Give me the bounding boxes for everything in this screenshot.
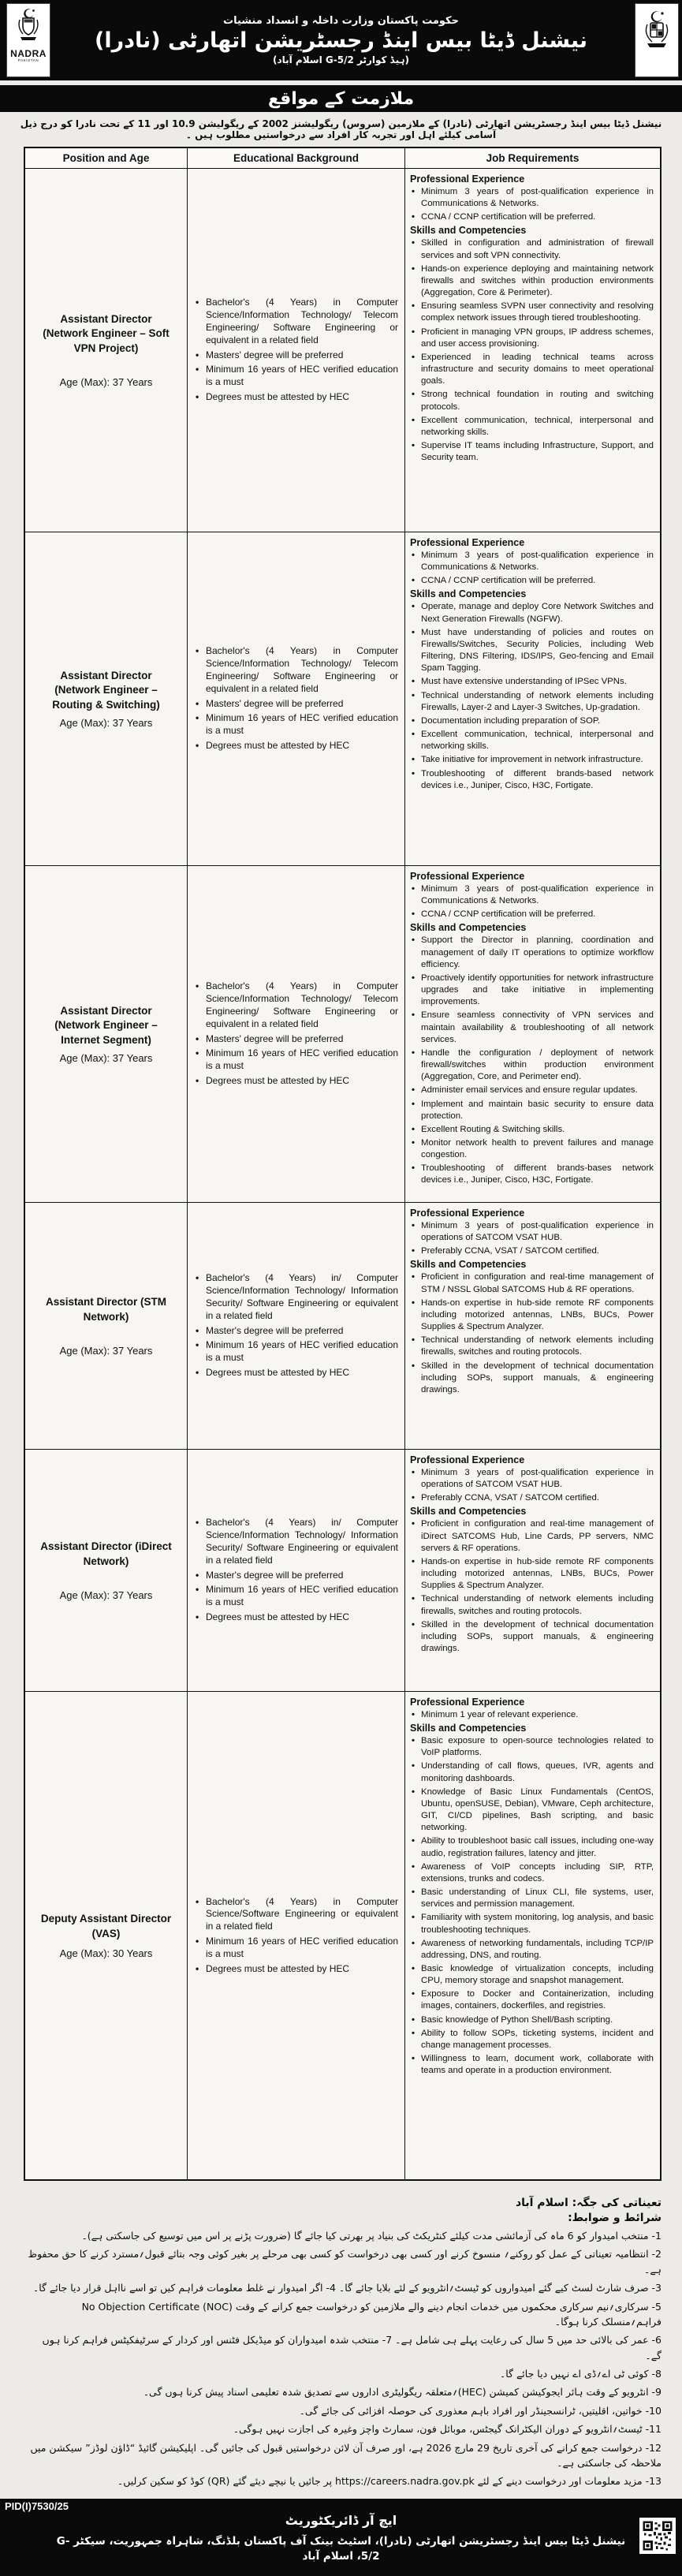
pakistan-emblem-icon (641, 7, 673, 79)
list-item: • Proficient in configuration and real-time management of iDirect SATCOMS Hub, Line Cards, PP servers, NMC servers & RF operations. (410, 1518, 654, 1554)
list-item: 12- درخواست جمع کرانے کی آخری تاریخ 29 مارچ 2026 ہے، اور صرف آن لائن درخواستیں قبول کی جائیں گی۔ اپلیکیشن گائیڈ “ڈاؤن لوڈز” سیکشن میں ملاحظہ کی جاسکتی ہے۔ (30, 2441, 662, 2469)
column-header-requirements: Job Requirements (404, 148, 660, 168)
list-item: • Degrees must be attested by HEC (194, 740, 398, 752)
skills-list (410, 237, 654, 464)
position-age: Age (Max): 37 Years (59, 716, 153, 729)
list-item: • Basic knowledge of virtualization concepts, including CPU, memory storage and snapshot management. (410, 1963, 654, 1987)
list-item: • Minimum 3 years of post-qualification experience in Communications & Networks. (410, 186, 654, 210)
list-item: • Masters' degree will be preferred (194, 349, 398, 362)
table-header-row (25, 148, 660, 168)
table-row (25, 168, 660, 532)
skills-heading: Skills and Competencies (410, 922, 527, 934)
list-item: • Skilled in configuration and administration of firewall services and soft VPN connectivity. (410, 237, 654, 261)
list-item: • Skilled in the development of technical documentation including SOPs, support manuals, & engineering drawings. (410, 1361, 654, 1396)
professional-experience-heading: Professional Experience (410, 1454, 525, 1465)
skills-heading: Skills and Competencies (410, 1506, 527, 1518)
list-item: • Bachelor's (4 Years) in Computer Science/Information Technology/ Telecom Engineering/ Software Engineering or equivalent in a related field (194, 645, 398, 695)
list-item: • Hands-on experience deploying and maintaining network firewalls and switches within production environments (Aggregation, Core & Perimeter). (410, 263, 654, 299)
list-item: • Implement and maintain basic security to ensure data protection. (410, 1099, 654, 1122)
list-item: • Minimum 3 years of post-qualification experience in Communications & Networks. (410, 550, 654, 573)
list-item: • Bachelor's (4 Years) in/ Computer Science/Information Technology/ Information Security/ Software Engineering or equivalent in a related field (194, 1517, 398, 1566)
organization-title: نیشنل ڈیٹا بیس اینڈ رجسٹریشن اتھارٹی (نادرا) (95, 28, 587, 53)
list-item: • Bachelor's (4 Years) in Computer Science/Software Engineering or equivalent in a related field (194, 1896, 398, 1933)
list-item: • CCNA / CCNP certification will be preferred. (410, 575, 654, 587)
education-list (194, 978, 398, 1090)
list-item: • Minimum 3 years of post-qualification experience in operations of SATCOM VSAT HUB. (410, 1220, 654, 1244)
nadra-logo-text: NADRA (10, 48, 47, 59)
skills-list (410, 1735, 654, 2077)
professional-experience-list (410, 1220, 654, 1257)
list-item: • Bachelor's (4 Years) in/ Computer Science/Information Technology/ Information Security/ Software Engineering or equivalent in a related field (194, 1272, 398, 1322)
list-item: • Proficient in managing VPN groups, IP address schemes, and user access provisioning. (410, 327, 654, 350)
posting-location: تعیناتی کی جگہ: اسلام آباد (515, 2197, 662, 2209)
column-header-position: Position and Age (25, 148, 187, 168)
list-item: • Basic exposure to open-source technologies related to VoIP platforms. (410, 1735, 654, 1759)
list-item: • Willingness to learn, document work, collaborate with teams and operate in a production environment. (410, 2053, 654, 2077)
list-item: • Technical understanding of network elements including Firewalls, Layer-2 and Layer-3 Switches, Up-gradation. (410, 690, 654, 714)
list-item: • Basic understanding of Linux CLI, file systems, user, services and permission management. (410, 1887, 654, 1910)
professional-experience-heading: Professional Experience (410, 537, 525, 548)
list-item: • CCNA / CCNP certification will be preferred. (410, 909, 654, 920)
list-item: • Master's degree will be preferred (194, 1325, 398, 1338)
list-item: • Minimum 3 years of post-qualification experience in Communications & Networks. (410, 883, 654, 907)
professional-experience-heading: Professional Experience (410, 1208, 525, 1219)
list-item: • Experienced in leading technical teams across infrastructure and security domains to meet operational goals. (410, 352, 654, 387)
table-row (25, 1691, 660, 2179)
professional-experience-list (410, 186, 654, 223)
list-item: • Excellent Routing & Switching skills. (410, 1124, 654, 1136)
list-item: 5- سرکاری؍نیم سرکاری محکموں میں خدمات انجام دینے والے ملازمین کو درخواست جمع کرانے کے وقت No Objection Certificate (NOC) فراہم؍منسلک کرنا ہوگا۔ (81, 2300, 662, 2328)
nadra-logo (6, 3, 50, 77)
professional-experience-heading: Professional Experience (410, 1697, 525, 1708)
education-list (194, 294, 398, 406)
professional-experience-list (410, 550, 654, 587)
list-item: • Preferably CCNA, VSAT / SATCOM certified. (410, 1245, 654, 1257)
education-list (194, 643, 398, 755)
list-item: • Minimum 3 years of post-qualification experience in operations of SATCOM VSAT HUB. (410, 1467, 654, 1491)
position-title: Assistant Director (Network Engineer – Internet Segment) (54, 1005, 158, 1046)
qr-code (639, 2518, 676, 2554)
list-item: • Degrees must be attested by HEC (194, 1075, 398, 1088)
list-item: • Ability to troubleshoot basic call issues, including one-way audio, registration failures, latency and jitter. (410, 1835, 654, 1859)
list-item: 1- منتخب امیدوار کو 6 ماہ کی آزمائشی مدت کیلئے کنٹریکٹ کی بنیاد پر بھرتی کیا جائے گا (ضرورت پڑنے پر اس میں توسیع کی جاسکتی ہے)۔ (81, 2230, 662, 2242)
list-item: • Degrees must be attested by HEC (194, 1963, 398, 1976)
list-item: • Troubleshooting of different brands-based network devices i.e., Juniper, Cisco, H3C, Fortigate. (410, 768, 654, 792)
list-item: 10- خواتین، اقلیتیں، ٹرانسجینڈر اور افراد باہم معذوری کی حوصلہ افزائی کی جائے گی۔ (299, 2404, 662, 2417)
intro-line: نیشنل ڈیٹا بیس اینڈ رجسٹریشن اتھارٹی (نادرا) کے ملازمین (سروس) ریگولیشنز 2002 کے ریگولیشن 10.9 اور 11 کے تحت نادرا کو درج ذیل آسامی کیلئے اہل اور تجربہ کار افراد سے درخواستیں مطلوب ہیں ۔ (20, 118, 662, 140)
list-item: • Master's degree will be preferred (194, 1570, 398, 1582)
list-item: • Proactively identify opportunities for network infrastructure upgrades and take initiative in implementing improvements. (410, 973, 654, 1008)
position-age: Age (Max): 37 Years (59, 1051, 153, 1064)
list-item: • Familiarity with system monitoring, log analysis, and basic troubleshooting techniques. (410, 1912, 654, 1936)
professional-experience-list (410, 1467, 654, 1504)
pid-number: PID(I)7530/25 (5, 2499, 69, 2512)
list-item: • Operate, manage and deploy Core Network Switches and Next Generation Firewalls (NGFW). (410, 601, 654, 625)
list-item: • Strong technical foundation in routing and switching protocols. (410, 389, 654, 413)
list-item: • Administer email services and ensure regular updates. (410, 1085, 654, 1096)
terms-section (0, 2189, 682, 2499)
position-title: Assistant Director (Network Engineer – Routing & Switching) (52, 670, 160, 711)
list-item: • Excellent communication, technical, interpersonal and networking skills. (410, 415, 654, 439)
list-item: • Bachelor's (4 Years) in Computer Science/Information Technology/ Telecom Engineering/ Software Engineering or equivalent in a related field (194, 297, 398, 346)
list-item: 2- انتظامیہ تعیناتی کے عمل کو روکنے؍ منسوخ کرنے اور کسی بھی درخواست کو کسی بھی مرحلے پر بغیر کوئی وجہ بتائے قبول؍مسترد کرنے کا حق محفوظ ہے۔ (28, 2248, 662, 2275)
list-item: • Must have extensive understanding of IPSec VPNs. (410, 676, 654, 688)
list-item: 3- صرف شارٹ لسٹ کیے گئے امیدواروں کو ٹیسٹ؍انٹرویو کے لئے بلایا جائے گا۔ 4- اگر امیدوار نے غلط معلومات فراہم کیں تو اسے نااہل قرار دیا جائے گا۔ (32, 2282, 662, 2294)
position-age: Age (Max): 37 Years (59, 1344, 153, 1357)
list-item: • Degrees must be attested by HEC (194, 391, 398, 404)
table-row (25, 1449, 660, 1691)
skills-heading: Skills and Competencies (410, 588, 527, 600)
list-item: • Awareness of networking fundamentals, including TCP/IP addressing, DNS, and routing. (410, 1938, 654, 1962)
list-item: • Supervise IT teams including Infrastructure, Support, and Security team. (410, 440, 654, 464)
list-item: • Minimum 16 years of HEC verified education is a must (194, 364, 398, 389)
list-item: • CCNA / CCNP certification will be preferred. (410, 211, 654, 223)
list-item: • Proficient in configuration and real-time management of STM / NSSL Global SATCOMS Hub & RF operations. (410, 1271, 654, 1295)
headquarters-line: (ہیڈ کوارٹر G-5/2 اسلام آباد) (272, 54, 410, 66)
footer (0, 2499, 682, 2576)
list-item: • Technical understanding of network elements including firewalls, switches and routing protocols. (410, 1335, 654, 1358)
list-item: • Basic knowledge of Python Shell/Bash scripting. (410, 2014, 654, 2026)
footer-address: نیشنل ڈیٹا بیس اینڈ رجسٹریشن اتھارٹی (نادرا)، اسٹیٹ بینک آف پاکستان بلڈنگ، شاہراہ جمہوریت، سیکٹر G-5/2، اسلام آباد (56, 2534, 626, 2563)
list-item: • Hands-on expertise in hub-side remote RF components including motorized antennas, LNBs, BUCs, Power Supplies & Spectrum Analyzer. (410, 1297, 654, 1333)
list-item: • Documentation including preparation of SOP. (410, 715, 654, 727)
list-item: • Preferably CCNA, VSAT / SATCOM certified. (410, 1492, 654, 1504)
list-item: 13- مزید معلومات اور درخواست دینے کے لئے https://careers.nadra.gov.pk پر جائیں یا نیچے دیئے گئے (QR) کوڈ کو سکین کرلیں۔ (117, 2475, 662, 2488)
skills-list (410, 1271, 654, 1396)
list-item: • Degrees must be attested by HEC (194, 1367, 398, 1379)
position-age: Age (Max): 30 Years (59, 1947, 153, 1959)
list-item: • Bachelor's (4 Years) in Computer Science/Information Technology/ Telecom Engineering/ Software Engineering or equivalent in a related field (194, 980, 398, 1030)
header-titles (55, 0, 627, 80)
position-title: Assistant Director (Network Engineer – Soft VPN Project) (43, 313, 170, 354)
position-age: Age (Max): 37 Years (59, 375, 153, 388)
skills-list (410, 1518, 654, 1655)
list-item: • Knowledge of Basic Linux Fundamentals (CentOS, Ubuntu, openSUSE, Debian), VMware, Ceph architecture, GIT, CI/CD pipelines, Bash scripting, and basic networking. (410, 1786, 654, 1835)
list-item: • Must have understanding of policies and routes on Firewalls/Switches, Security Policies, including Web Filtering, DNS Filtering, IDS/IPS, Geo-fencing and Email Spam Tagging. (410, 627, 654, 675)
list-item: • Handle the configuration / deployment of network firewall/switches within production environment (Aggregation, Core, and Perimeter end). (410, 1047, 654, 1083)
list-item: • Monitor network health to prevent failures and manage congestion. (410, 1137, 654, 1161)
pakistan-emblem (635, 3, 679, 77)
professional-experience-list (410, 1709, 654, 1721)
banner-title: ملازمت کے مواقع (267, 88, 415, 109)
skills-heading: Skills and Competencies (410, 225, 527, 237)
list-item: • Minimum 16 years of HEC verified education is a must (194, 1584, 398, 1609)
hr-directorate-line: ایچ آر ڈائریکٹوریٹ (285, 2512, 397, 2528)
position-age: Age (Max): 37 Years (59, 1589, 153, 1601)
position-title: Deputy Assistant Director (VAS) (40, 1913, 172, 1939)
list-item: • Troubleshooting of different brands-bases network devices i.e., Juniper, Cisco, H3C, Fortigate. (410, 1163, 654, 1186)
table-row (25, 532, 660, 865)
list-item: • Hands-on expertise in hub-side remote RF components including motorized antennas, LNBs, BUCs, Power Supplies & Spectrum Analyzer. (410, 1556, 654, 1592)
list-item: • Masters' degree will be preferred (194, 1033, 398, 1046)
position-title: Assistant Director (STM Network) (45, 1296, 167, 1323)
table-row (25, 1202, 660, 1449)
education-list (194, 1894, 398, 1978)
skills-heading: Skills and Competencies (410, 1259, 527, 1271)
positions-table (24, 147, 662, 2181)
list-item: • Minimum 16 years of HEC verified education is a must (194, 712, 398, 737)
table-row (25, 865, 660, 1202)
column-header-education: Educational Background (187, 148, 404, 168)
skills-heading: Skills and Competencies (410, 1723, 527, 1734)
list-item: • Degrees must be attested by HEC (194, 1611, 398, 1624)
list-item: • Masters' degree will be preferred (194, 698, 398, 711)
job-opportunities-banner (0, 85, 682, 112)
list-item: 9- انٹرویو کے وقت ہائر ایجوکیشن کمیشن (HEC)؍متعلقہ ریگولیٹری اداروں سے تصدیق شدہ تعلیمی اسناد پیش کرنا ہوں گی۔ (143, 2386, 662, 2399)
nadra-emblem-icon (15, 7, 42, 47)
list-item: • Technical understanding of network elements including firewalls, switches and routing protocols. (410, 1593, 654, 1617)
skills-list (410, 935, 654, 1186)
list-item: 11- ٹیسٹ؍انٹرویو کے دوران الیکٹرانک گیجٹس، موبائل فون، سمارٹ واچز وغیرہ کی اجازت نہیں ہوگی۔ (233, 2423, 662, 2436)
list-item: • Exposure to Docker and Containerization, including images, containers, dockerfiles, and registries. (410, 1988, 654, 2012)
government-line: حکومت پاکستان وزارت داخلہ و انسداد منشیات (223, 14, 459, 27)
list-item: • Ability to follow SOPs, ticketing systems, incident and change management processes. (410, 2028, 654, 2051)
list-item: • Skilled in the development of technical documentation including SOPs, support manuals, & engineering drawings. (410, 1619, 654, 1655)
list-item: • Minimum 16 years of HEC verified education is a must (194, 1936, 398, 1961)
professional-experience-list (410, 883, 654, 920)
list-item: • Awareness of VoIP concepts including SIP, RTP, extensions, trunks and codecs. (410, 1861, 654, 1885)
education-list (194, 1514, 398, 1626)
nadra-logo-subtext: PAKISTAN (17, 58, 39, 62)
professional-experience-heading: Professional Experience (410, 174, 525, 185)
terms-heading: شرائط و ضوابط: (568, 2212, 662, 2224)
list-item: 8- کوئی ٹی اے؍ڈی اے نہیں دیا جائے گا۔ (499, 2368, 662, 2380)
list-item: • Minimum 16 years of HEC verified education is a must (194, 1047, 398, 1073)
skills-list (410, 601, 654, 791)
education-list (194, 1270, 398, 1382)
list-item: • Minimum 16 years of HEC verified education is a must (194, 1339, 398, 1365)
list-item: • Understanding of call flows, queues, IVR, agents and monitoring dashboards. (410, 1760, 654, 1784)
list-item: • Excellent communication, technical, interpersonal and networking skills. (410, 729, 654, 752)
list-item: • Minimum 1 year of relevant experience. (410, 1709, 654, 1721)
list-item: • Ensuring seamless SVPN user connectivity and resolving complex network issues through tiered troubleshooting. (410, 301, 654, 324)
list-item: • Take initiative for improvement in network infrastructure. (410, 754, 654, 766)
list-item: • Ensure seamless connectivity of VPN services and maintain availability & troubleshooting of all network services. (410, 1010, 654, 1045)
position-title: Assistant Director (iDirect Network) (40, 1540, 172, 1567)
list-item: • Support the Director in planning, coordination and management of daily IT operations to optimize workflow efficiency. (410, 935, 654, 970)
terms-list (24, 2228, 662, 2489)
header (0, 0, 682, 80)
list-item: 6- عمر کی بالائی حد میں 5 سال کی رعایت پہلے ہی شامل ہے۔ 7- منتخب شدہ امیدواران کو میڈیکل فٹنس اور کردار کے سرٹیفکیٹس فراہم کرنا ہوں گے۔ (42, 2334, 662, 2361)
professional-experience-heading: Professional Experience (410, 871, 525, 882)
